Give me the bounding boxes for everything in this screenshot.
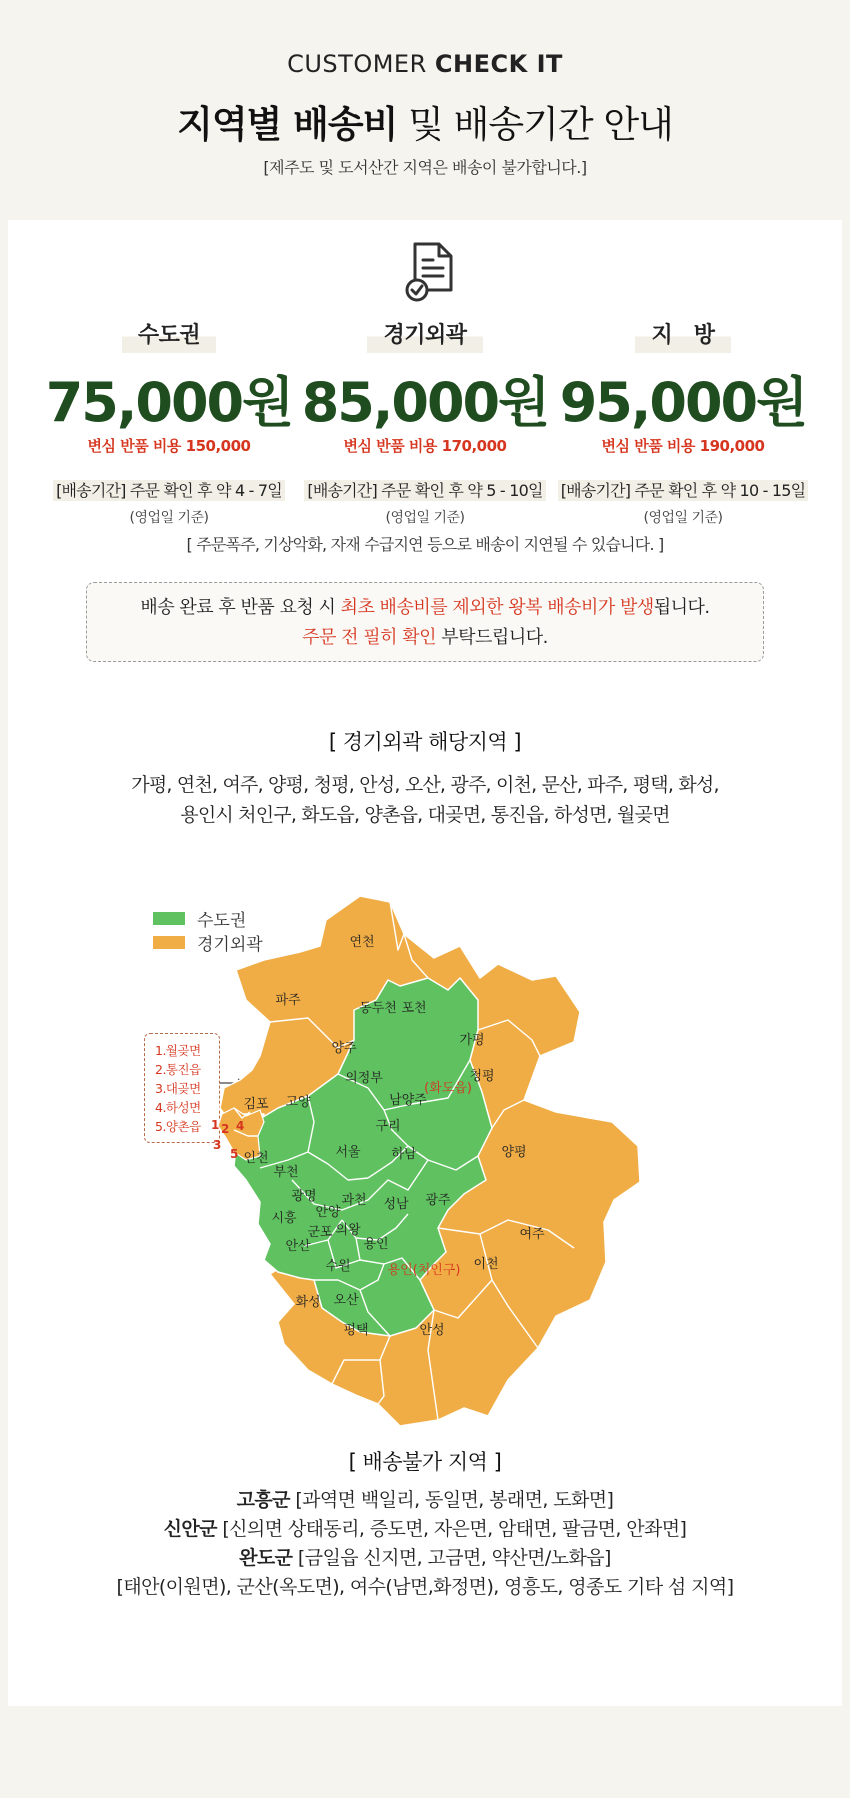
return-fee: 변심 반품 비용 190,000 (601, 437, 765, 455)
info-card (8, 220, 842, 1706)
map-number: 1 (211, 1118, 220, 1132)
callout-item: 1.월곶면 (155, 1043, 201, 1058)
notice-line-1 (87, 593, 763, 623)
map-label: 의왕 (335, 1223, 361, 1238)
callout-item: 3.대곶면 (155, 1081, 201, 1096)
map-label: 성남 (383, 1197, 409, 1212)
business-day-basis: (영업일 기준) (643, 510, 723, 526)
map-label: 안양 (315, 1205, 341, 1220)
notice-highlight: 최초 배송비를 제외한 왕복 배송비가 발생 (340, 597, 654, 618)
map-label: 용인(처인구) (387, 1263, 461, 1278)
map-label: 이천 (473, 1257, 499, 1272)
map-label: 인천 (243, 1151, 269, 1166)
map-label: 광명 (291, 1189, 317, 1204)
document-check-icon (401, 240, 461, 304)
map-label: 파주 (275, 993, 301, 1008)
map-label: 광주 (425, 1193, 451, 1208)
map-label: 안산 (285, 1239, 311, 1254)
county-name: 완도군 (239, 1547, 293, 1569)
delivery-period (548, 478, 818, 501)
legend-label: 수도권 (197, 910, 247, 931)
return-fee: 변심 반품 비용 150,000 (87, 437, 251, 455)
map-label: 양주 (331, 1041, 357, 1056)
region-price: 95,000원 (559, 371, 807, 434)
notice-text: 배송 완료 후 반품 요청 시 (140, 597, 341, 618)
map-label: 남양주 (389, 1093, 427, 1108)
map-number: 4 (236, 1119, 245, 1133)
map-label: 서울 (335, 1145, 361, 1160)
county-detail: [과역면 백일리, 동일면, 봉래면, 도화면] (289, 1489, 614, 1511)
delivery-period-text: [배송기간] 주문 확인 후 약 5 - 10일 (304, 480, 545, 501)
eyebrow-bold: CHECK IT (434, 50, 563, 78)
county-name: 신안군 (163, 1518, 217, 1540)
map-label: 군포 (307, 1225, 333, 1240)
gyeonggi-region-map (8, 860, 842, 1500)
no-delivery-row (8, 1544, 842, 1573)
delay-note: [ 주문폭주, 기상악화, 자재 수급지연 등으로 배송이 지연될 수 있습니다. ] (186, 535, 664, 554)
legend-label: 경기외곽 (197, 934, 263, 955)
map-label: 부천 (273, 1165, 299, 1180)
notice-highlight: 주문 전 필히 확인 (302, 627, 437, 648)
page-header (0, 0, 850, 220)
notice-text: 됩니다. (653, 597, 710, 618)
region-outer-gyeonggi (290, 316, 560, 527)
map-label: 하남 (391, 1147, 417, 1162)
delivery-period (290, 478, 560, 501)
map-label: 포천 (401, 1001, 427, 1016)
no-delivery-row (8, 1573, 842, 1602)
delivery-period-text: [배송기간] 주문 확인 후 약 4 - 7일 (53, 480, 285, 501)
callout-item: 2.통진읍 (155, 1062, 201, 1077)
page-title (0, 94, 850, 148)
no-delivery-title: [ 배송불가 지역 ] (348, 1450, 502, 1474)
region-name: 경기외곽 (367, 316, 482, 353)
return-notice-box (86, 582, 764, 662)
region-capital (34, 316, 304, 527)
map-label: 김포 (243, 1097, 269, 1112)
region-name: 지 방 (635, 316, 730, 353)
map-label: 여주 (519, 1227, 545, 1242)
map-label: 동두천 (359, 1001, 397, 1016)
region-name: 수도권 (122, 316, 216, 353)
eyebrow-light: CUSTOMER (287, 50, 435, 78)
eyebrow (0, 50, 850, 78)
map-number: 3 (213, 1138, 222, 1152)
map-label: 오산 (333, 1293, 359, 1308)
notice-text: 부탁드립니다. (436, 627, 548, 648)
map-label: 의정부 (345, 1071, 383, 1086)
map-label: 가평 (459, 1033, 485, 1048)
county-detail: [금일읍 신지면, 고금면, 약산면/노화읍] (292, 1547, 611, 1569)
map-number: 2 (221, 1122, 230, 1136)
map-label: 시흥 (271, 1211, 297, 1226)
map-label: 고양 (285, 1095, 311, 1110)
region-price: 85,000원 (301, 371, 549, 434)
county-detail: [태안(이원면), 군산(옥도면), 여수(남면,화정면), 영흥도, 영종도 기타 섬 지역] (116, 1576, 734, 1598)
map-label: 연천 (349, 935, 375, 950)
business-day-basis: (영업일 기준) (385, 510, 465, 526)
outer-area-line: 가평, 연천, 여주, 양평, 청평, 안성, 오산, 광주, 이천, 문산, 파주, 평택, 화성, (131, 774, 719, 796)
map-label: 양평 (501, 1145, 527, 1160)
map-label: 수원 (325, 1259, 351, 1274)
map-number: 5 (230, 1147, 239, 1161)
no-delivery-row (8, 1515, 842, 1544)
no-delivery-list (8, 1486, 842, 1602)
map-label: 과천 (341, 1193, 367, 1208)
outer-area-title: [ 경기외곽 해당지역 ] (328, 730, 522, 754)
callout-item: 4.하성면 (155, 1100, 201, 1115)
county-detail: [신의면 상태동리, 증도면, 자은면, 암태면, 팔금면, 안좌면] (216, 1518, 687, 1540)
island-note: [제주도 및 도서산간 지역은 배송이 불가합니다.] (263, 158, 587, 177)
page-title-light: 및 배송기간 안내 (397, 103, 673, 146)
map-label: 화성 (295, 1295, 321, 1310)
page-title-bold: 지역별 배송비 (177, 103, 398, 146)
map-label: 평택 (343, 1323, 369, 1338)
return-fee: 변심 반품 비용 170,000 (343, 437, 507, 455)
footer-band (0, 1706, 850, 1798)
delivery-period-text: [배송기간] 주문 확인 후 약 10 - 15일 (558, 480, 809, 501)
map-label: 용인 (363, 1237, 389, 1252)
map-label: (화도읍) (424, 1081, 472, 1096)
callout-item: 5.양촌읍 (155, 1119, 201, 1134)
map-label: 청평 (469, 1069, 495, 1084)
no-delivery-row (8, 1486, 842, 1515)
outer-area-line: 용인시 처인구, 화도읍, 양촌읍, 대곶면, 통진읍, 하성면, 월곶면 (180, 804, 670, 826)
county-name: 고흥군 (236, 1489, 290, 1511)
outer-area-list (8, 770, 842, 830)
business-day-basis: (영업일 기준) (129, 510, 209, 526)
region-provinces (548, 316, 818, 527)
map-label: 구리 (375, 1119, 401, 1134)
delivery-period (34, 478, 304, 501)
region-price: 75,000원 (45, 371, 293, 434)
notice-line-2 (87, 623, 763, 653)
map-label: 안성 (419, 1323, 445, 1338)
